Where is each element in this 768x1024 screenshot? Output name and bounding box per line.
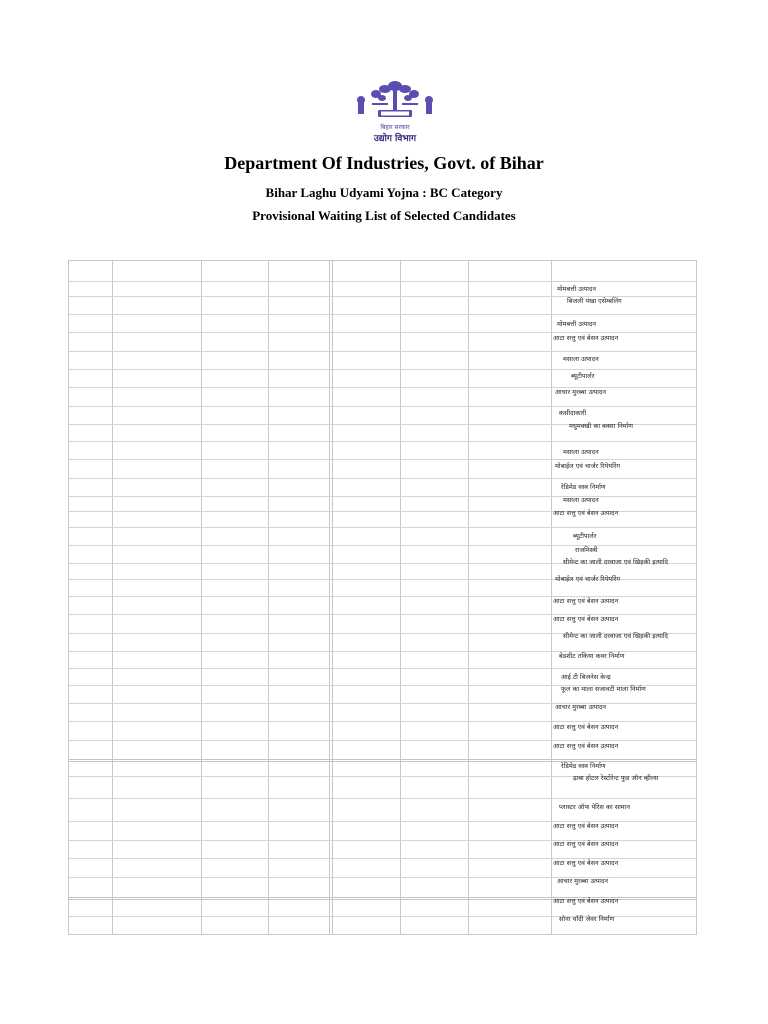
activity-cell: आचार मुरब्बा उत्पादन <box>555 703 607 711</box>
activity-cell: मसाला उत्पादन <box>563 496 599 504</box>
activity-cell: मसाला उत्पादन <box>563 448 599 456</box>
activity-cell: सीमेन्ट का जाली दरवाजा एवं खिड़की इत्यादि <box>563 558 668 566</box>
activity-cell: आटा सत्तु एवं बेसन उत्पादन <box>553 742 619 750</box>
table-row-divider <box>69 478 696 479</box>
activity-cell: आटा सत्तु एवं बेसन उत्पादन <box>553 615 619 623</box>
activity-cell: मोबाईल एवं चार्जर रिपेयरिंग <box>555 575 621 583</box>
activity-cell: आटा सत्तु एवं बेसन उत्पादन <box>553 334 619 342</box>
activity-cell: प्लास्टर ऑफ पेरिस का सामान <box>559 803 630 811</box>
activity-cell: ब्यूटीपार्लर <box>571 372 595 380</box>
activity-cell: आटा सत्तु एवं बेसन उत्पादन <box>553 897 619 905</box>
activity-cell: आचार मुरब्बा उत्पादन <box>555 388 607 396</box>
activity-cell: ढ़ाबा होटल रेस्टोरेन्ट फुड ऑन व्हील्स <box>573 774 659 782</box>
activity-cell: सीमेन्ट का जाली दरवाजा एवं खिड़की इत्यादि <box>563 632 668 640</box>
activity-cell: मधुमक्खी का बक्सा निर्माण <box>569 422 634 430</box>
table-row-divider <box>69 314 696 315</box>
activity-cell: रेडिमेड वस्त्र निर्माण <box>561 483 606 491</box>
activity-cell: ब्यूटीपार्लर <box>573 532 597 540</box>
candidates-table <box>68 260 697 935</box>
activity-cell: आटा सत्तु एवं बेसन उत्पादन <box>553 822 619 830</box>
activity-cell: आटा सत्तु एवं बेसन उत्पादन <box>553 859 619 867</box>
table-row-divider <box>69 406 696 407</box>
activity-cell: सोना चाँदी जेवर निर्माण <box>559 915 615 923</box>
activity-cell: आटा सत्तु एवं बेसन उत्पादन <box>553 509 619 517</box>
activity-cell: राजमिस्त्री <box>575 546 598 554</box>
activity-cell: आटा सत्तु एवं बेसन उत्पादन <box>553 723 619 731</box>
activity-cell: बिजली पंखा एसेम्बलिंग <box>567 297 622 305</box>
activity-cell: आचार मुरब्बा उत्पादन <box>557 877 609 885</box>
activity-cell: आटा सत्तु एवं बेसन उत्पादन <box>553 597 619 605</box>
table-row-divider <box>69 351 696 352</box>
activity-cell: आटा सत्तु एवं बेसन उत्पादन <box>553 840 619 848</box>
activity-cell: मोमबत्ती उत्पादन <box>557 285 596 293</box>
activity-cell: कसीदाकारी <box>559 409 587 417</box>
scheme-subtitle: Bihar Laghu Udyami Yojna : BC Category <box>265 185 503 200</box>
table-row-divider <box>69 369 696 370</box>
table-row-divider <box>69 545 696 546</box>
activity-cell: आई टी बिजनेस केन्द्र <box>561 673 611 681</box>
activity-cell: मसाला उत्पादन <box>563 355 599 363</box>
table-row-divider <box>69 496 696 497</box>
table-row-divider <box>69 459 696 460</box>
table-row-divider <box>69 668 696 669</box>
activity-cell: बेडशीट तकिया कवर निर्माण <box>559 652 625 660</box>
table-row-divider <box>69 798 696 799</box>
activity-cell: मोबाईल एवं चार्जर रिपेयरिंग <box>555 462 621 470</box>
logo-caption-state: बिहार सरकार <box>380 124 410 131</box>
table-row-divider <box>69 281 696 282</box>
logo-caption-department: उद्योग विभाग <box>373 134 417 144</box>
page-title: Department Of Industries, Govt. of Bihar <box>224 153 544 173</box>
activity-cell: रेडिमेड वस्त्र निर्माण <box>561 762 606 770</box>
activity-cell: फूल का माला सजावटी माला निर्माण <box>561 685 646 693</box>
table-row-divider <box>69 441 696 442</box>
table-row-divider <box>69 527 696 528</box>
list-subtitle: Provisional Waiting List of Selected Candidates <box>252 208 516 223</box>
activity-cell: मोमबत्ती उत्पादन <box>557 320 596 328</box>
